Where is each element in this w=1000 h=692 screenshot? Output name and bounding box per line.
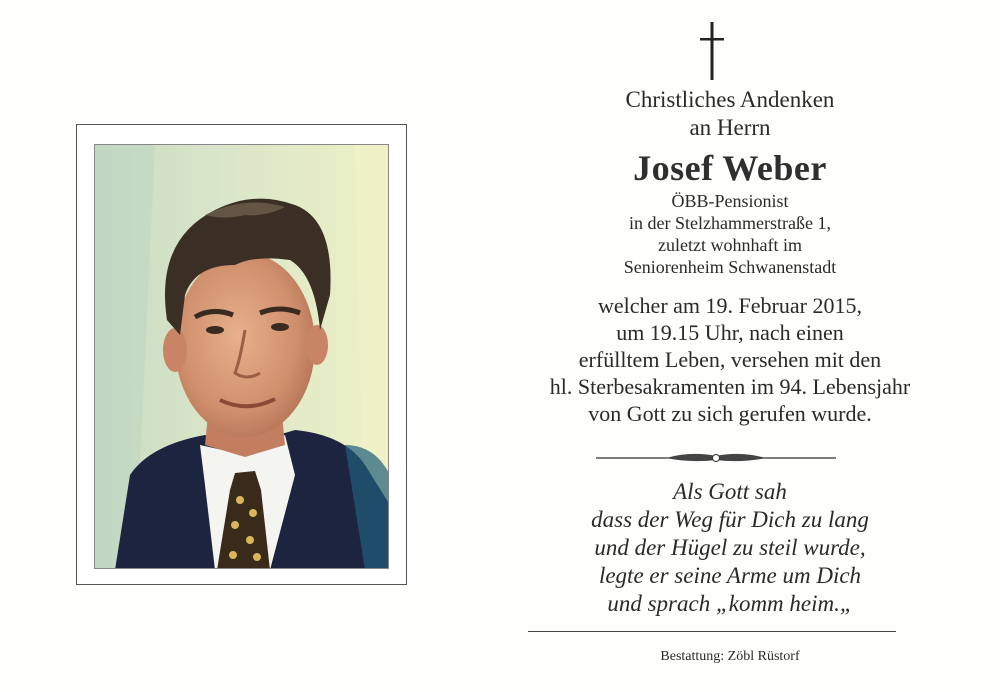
- ornament-divider-icon: [596, 450, 836, 466]
- main-text-line: hl. Sterbesakramenten im 94. Lebensjahr: [549, 374, 911, 399]
- portrait-photo: [94, 144, 389, 569]
- detail-line: Seniorenheim Schwanenstadt: [623, 257, 837, 277]
- main-text-line: erfülltem Leben, versehen mit den: [578, 347, 882, 372]
- main-text: [500, 292, 960, 427]
- header-line-1: Christliches Andenken: [625, 87, 835, 112]
- divider-line: [528, 631, 896, 632]
- main-text-line: um 19.15 Uhr, nach einen: [616, 320, 844, 345]
- header: [500, 86, 960, 142]
- poem: [500, 478, 960, 618]
- detail-line: zuletzt wohnhaft im: [658, 235, 802, 255]
- main-text-line: von Gott zu sich gerufen wurde.: [588, 401, 872, 426]
- portrait-illustration: [95, 145, 389, 569]
- main-text-line: welcher am 19. Februar 2015,: [598, 293, 862, 318]
- detail-line: in der Stelzhammerstraße 1,: [629, 213, 831, 233]
- detail-line: ÖBB-Pensionist: [671, 191, 789, 211]
- deceased-name: Josef Weber: [633, 148, 827, 188]
- cross-icon: [698, 22, 726, 80]
- poem-line: und sprach „komm heim.„: [607, 591, 853, 616]
- poem-line: und der Hügel zu steil wurde,: [594, 535, 866, 560]
- poem-line: dass der Weg für Dich zu lang: [591, 507, 869, 532]
- photo-frame: [76, 124, 407, 585]
- poem-line: legte er seine Arme um Dich: [598, 563, 862, 588]
- poem-line: Als Gott sah: [673, 479, 787, 504]
- details: [500, 190, 960, 278]
- header-line-2: an Herrn: [689, 115, 771, 140]
- funeral-home-credit: Bestattung: Zöbl Rüstorf: [660, 649, 800, 664]
